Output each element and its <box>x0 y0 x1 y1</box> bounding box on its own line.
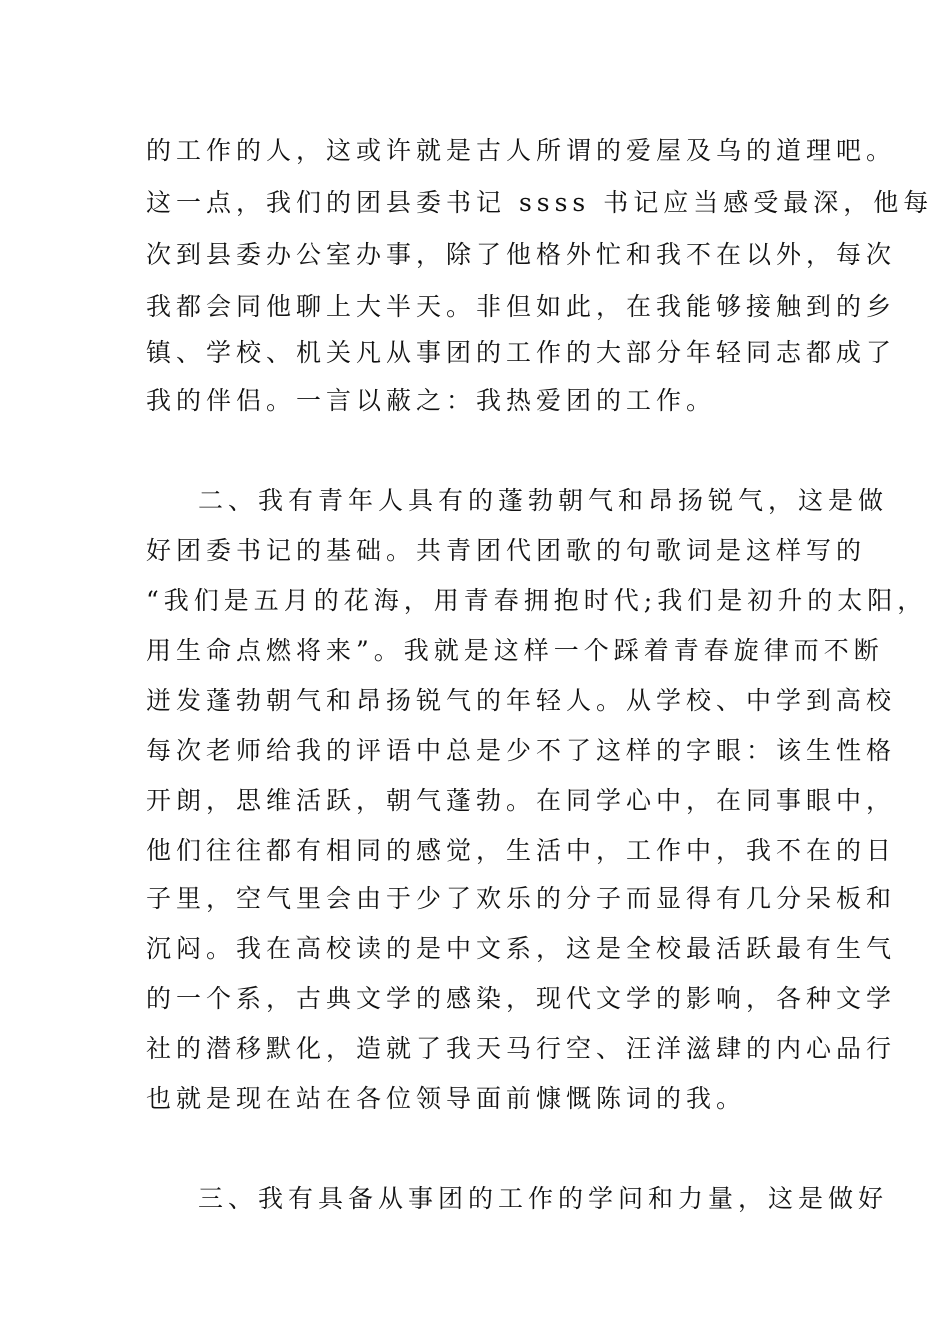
text-line: “我们是五月的花海，用青春拥抱时代;我们是初升的太阳， <box>146 586 928 615</box>
text-line: 我的伴侣。一言以蔽之：我热爱团的工作。 <box>146 386 717 415</box>
text-line: 他们往往都有相同的感觉，生活中，工作中，我不在的日 <box>146 836 897 865</box>
text-line: 社的潜移默化，造就了我天马行空、汪洋滋肆的内心品行 <box>146 1034 897 1063</box>
text-line: 每次老师给我的评语中总是少不了这样的字眼：该生性格 <box>146 736 897 765</box>
text-line: 的工作的人，这或许就是古人所谓的爱屋及乌的道理吧。 <box>146 136 897 165</box>
text-line: 的一个系，古典文学的感染，现代文学的影响，各种文学 <box>146 984 897 1013</box>
text-line: 子里，空气里会由于少了欢乐的分子而显得有几分呆板和 <box>146 884 897 913</box>
text-line: 好团委书记的基础。共青团代团歌的句歌词是这样写的 <box>146 536 867 565</box>
text-line: 二、我有青年人具有的蓬勃朝气和昂扬锐气，这是做 <box>198 486 889 515</box>
text-line: 开朗，思维活跃，朝气蓬勃。在同学心中，在同事眼中， <box>146 786 897 815</box>
text-line: 这一点，我们的团县委书记 ssss 书记应当感受最深，他每 <box>146 188 934 217</box>
text-line: 次到县委办公室办事，除了他格外忙和我不在以外，每次 <box>146 240 897 269</box>
text-line: 沉闷。我在高校读的是中文系，这是全校最活跃最有生气 <box>146 934 897 963</box>
text-line: 镇、学校、机关凡从事团的工作的大部分年轻同志都成了 <box>146 338 897 367</box>
text-line: 三、我有具备从事团的工作的学问和力量，这是做好 <box>198 1184 889 1213</box>
text-line: 我都会同他聊上大半天。非但如此，在我能够接触到的乡 <box>146 292 897 321</box>
text-line: 也就是现在站在各位领导面前慷慨陈词的我。 <box>146 1084 747 1113</box>
text-line: 用生命点燃将来”。我就是这样一个踩着青春旋律而不断 <box>146 636 884 665</box>
text-line: 迸发蓬勃朝气和昂扬锐气的年轻人。从学校、中学到高校 <box>146 686 897 715</box>
